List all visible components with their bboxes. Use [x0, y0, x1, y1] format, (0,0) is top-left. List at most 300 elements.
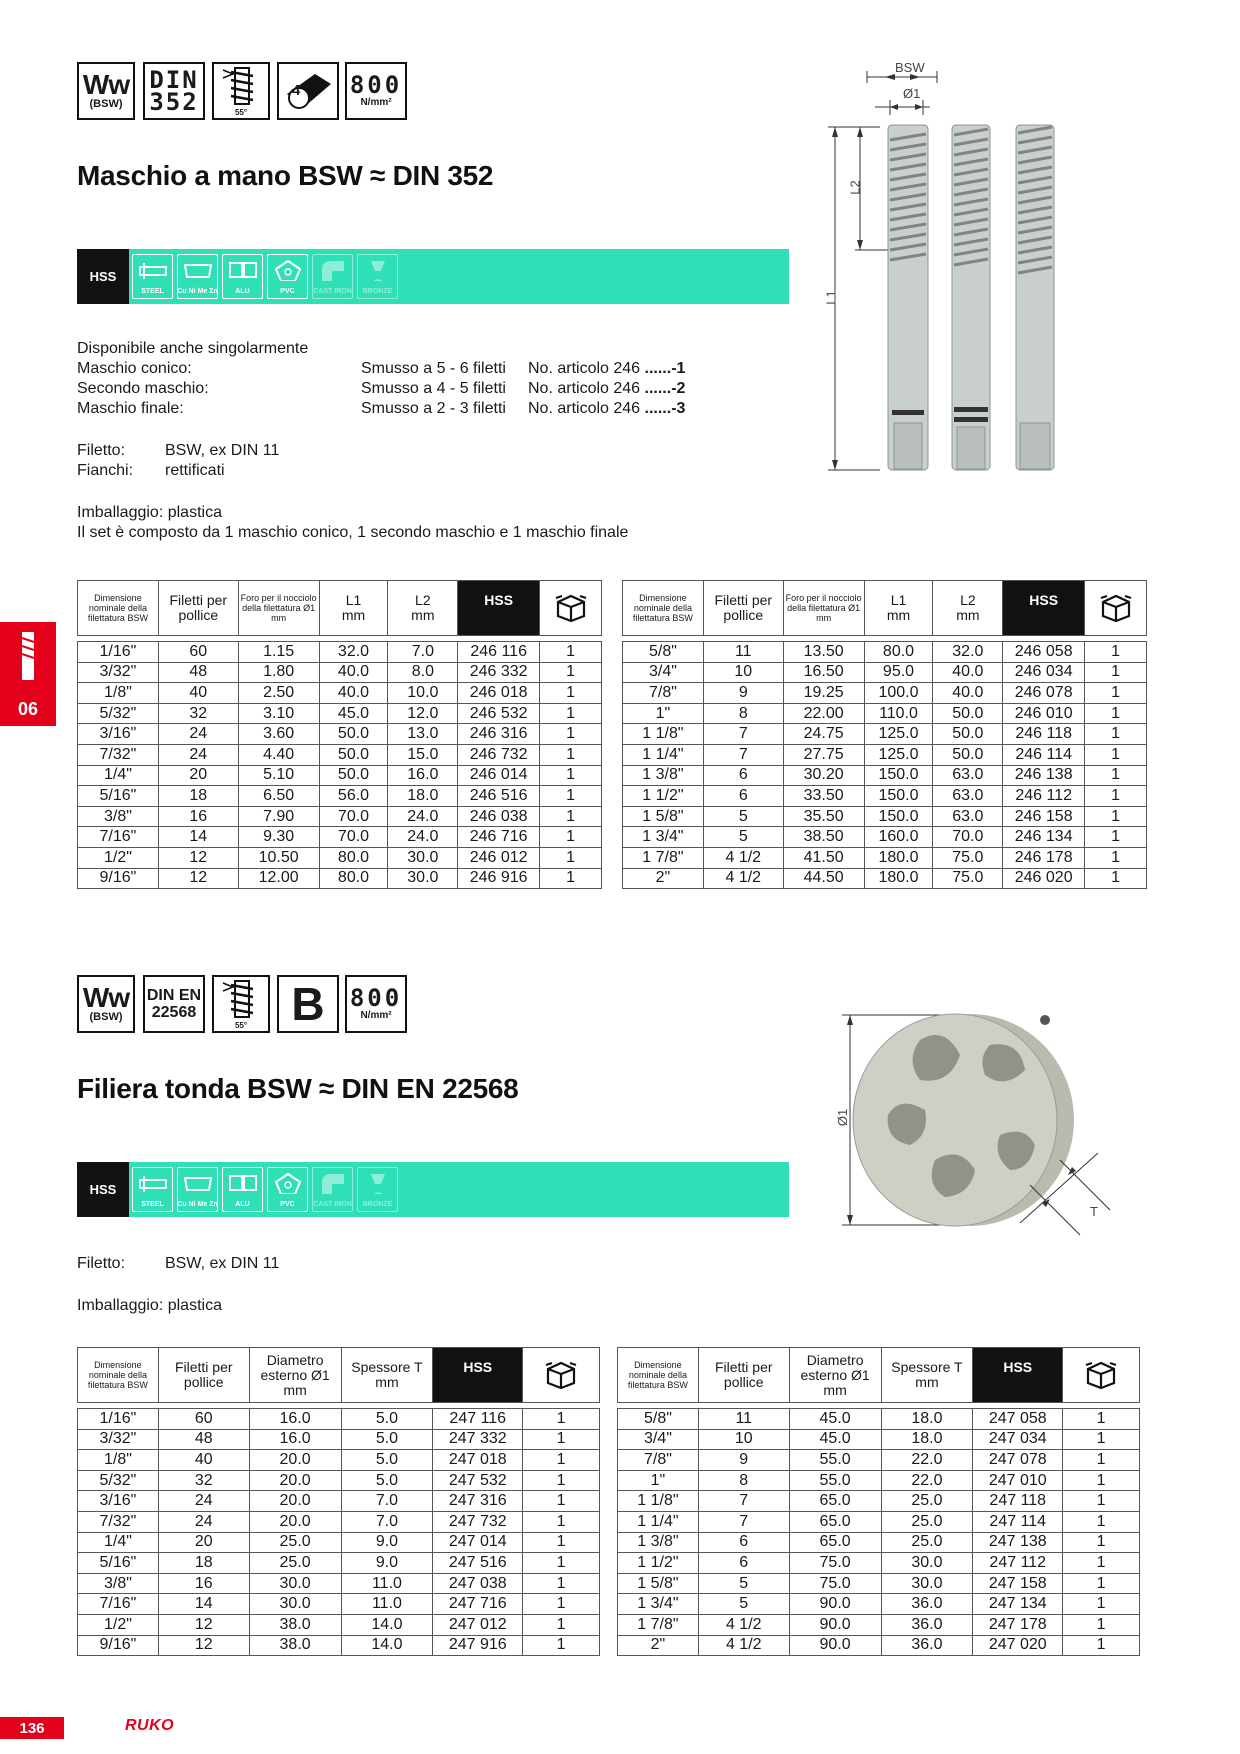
table-cell: 18 [158, 786, 238, 807]
table-cell: 1 1/2" [618, 1553, 699, 1574]
table-cell: 1 [523, 1553, 600, 1574]
table-cell: 246 716 [458, 827, 540, 848]
strength-value: 800 [349, 984, 403, 1012]
col-thickness: Spessore T mm [341, 1348, 433, 1403]
table-cell: 22.00 [783, 703, 864, 724]
set-note: Il set è composto da 1 maschio conico, 1 secondo maschio e 1 maschio finale [77, 524, 629, 541]
table-row [78, 703, 602, 724]
table-row [623, 744, 1147, 765]
col-nominal: Dimensione nominale della filettatura BSW [78, 581, 159, 636]
table-cell: 246 020 [1003, 868, 1085, 889]
table-cell: 5/8" [623, 642, 704, 663]
table-cell: 12 [158, 1614, 249, 1635]
form-number: 4 [292, 82, 301, 99]
col-l1: L1 mm [864, 581, 933, 636]
table-cell: 1/2" [78, 1614, 159, 1635]
tap3-chamfer: Smusso a 2 - 3 filetti [361, 400, 506, 417]
whitworth-badge [77, 975, 135, 1033]
table-row [618, 1511, 1140, 1532]
col-hss: HSS [1003, 581, 1085, 636]
table-cell: 1 1/4" [623, 744, 704, 765]
table-cell: 75.0 [789, 1553, 881, 1574]
table-cell: 1 7/8" [618, 1614, 699, 1635]
table-row [78, 765, 602, 786]
table-cell: 7/16" [78, 1594, 159, 1615]
package-icon [1099, 592, 1133, 622]
table-cell: 5/16" [78, 1553, 159, 1574]
table-cell: 70.0 [319, 806, 388, 827]
table-cell: 5 [698, 1573, 789, 1594]
table-cell: 50.0 [933, 703, 1003, 724]
table-cell: 6 [698, 1532, 789, 1553]
table-cell: 6 [703, 786, 783, 807]
table-cell: 22.0 [881, 1470, 973, 1491]
strength-badge [345, 975, 407, 1033]
table-cell: 247 058 [973, 1409, 1063, 1430]
copper-icon: Cu Ni Me Zn [177, 254, 218, 299]
col-hss: HSS [433, 1348, 523, 1403]
ww-sub-text: (BSW) [89, 1011, 123, 1023]
table-cell: 1 [523, 1635, 600, 1656]
table-cell: 1 [523, 1450, 600, 1471]
table-cell: 1 [1063, 1594, 1140, 1615]
table-cell: 7.0 [388, 642, 458, 663]
table-row [78, 744, 602, 765]
table-cell: 75.0 [933, 868, 1003, 889]
table-cell: 10.50 [238, 847, 319, 868]
strength-value: 800 [349, 71, 403, 99]
table-cell: 48 [158, 1429, 249, 1450]
taps-table-right [622, 580, 1147, 889]
table-cell: 12 [158, 868, 238, 889]
table-cell: 1 [1063, 1450, 1140, 1471]
table-cell: 7/16" [78, 827, 159, 848]
table-cell: 24 [158, 1491, 249, 1512]
table-cell: 1 1/8" [623, 724, 704, 745]
table-cell: 11 [703, 642, 783, 663]
table-cell: 60 [158, 1409, 249, 1430]
table-cell: 247 038 [433, 1573, 523, 1594]
table-cell: 1 5/8" [623, 806, 704, 827]
table-cell: 9.0 [341, 1553, 433, 1574]
table-cell: 30.0 [881, 1553, 973, 1574]
table-cell: 7.90 [238, 806, 319, 827]
table-row [78, 868, 602, 889]
table-cell: 1 [1063, 1614, 1140, 1635]
table-cell: 1 [1063, 1409, 1140, 1430]
table-cell: 5/16" [78, 786, 159, 807]
table-cell: 246 116 [458, 642, 540, 663]
package-icon [554, 592, 588, 622]
table-cell: 100.0 [864, 683, 933, 704]
table-cell: 4.40 [238, 744, 319, 765]
table-cell: 20.0 [249, 1450, 341, 1471]
table-row [78, 1491, 600, 1512]
thread-value: BSW, ex DIN 11 [165, 442, 280, 459]
table-cell: 20 [158, 765, 238, 786]
table-cell: 4 1/2 [698, 1614, 789, 1635]
table-cell: 1 7/8" [623, 847, 704, 868]
col-nominal: Dimensione nominale della filettatura BSW [618, 1348, 699, 1403]
table-cell: 6 [698, 1553, 789, 1574]
table-cell: 45.0 [319, 703, 388, 724]
table-cell: 24.75 [783, 724, 864, 745]
table-cell: 1 3/4" [618, 1594, 699, 1615]
table-cell: 1 [1085, 847, 1147, 868]
table-cell: 41.50 [783, 847, 864, 868]
table-row [78, 847, 602, 868]
table-cell: 3/4" [623, 662, 704, 683]
brand-logo: RUKO [125, 1717, 175, 1734]
diagram-l2-label: L2 [847, 180, 863, 195]
table-cell: 1 [1085, 806, 1147, 827]
table-cell: 1 [1085, 642, 1147, 663]
table-cell: 20.0 [249, 1511, 341, 1532]
steel-icon: STEEL [132, 1167, 173, 1212]
table-cell: 150.0 [864, 765, 933, 786]
table-cell: 2" [623, 868, 704, 889]
tap1-label: Maschio conico: [77, 360, 192, 377]
table-cell: 2" [618, 1635, 699, 1656]
table-cell: 246 038 [458, 806, 540, 827]
table-row [623, 806, 1147, 827]
table-row [618, 1450, 1140, 1471]
table-cell: 1 [1063, 1635, 1140, 1656]
table-cell: 3/32" [78, 1429, 159, 1450]
table-cell: 16.0 [249, 1409, 341, 1430]
table-cell: 14 [158, 1594, 249, 1615]
table-cell: 3.60 [238, 724, 319, 745]
table-cell: 1/16" [78, 642, 159, 663]
table-cell: 1 [1085, 703, 1147, 724]
table-row [618, 1470, 1140, 1491]
col-l1: L1 mm [319, 581, 388, 636]
table-cell: 9.0 [341, 1532, 433, 1553]
round-die-illustration [820, 985, 1120, 1245]
chapter-number: 06 [0, 692, 56, 726]
table-cell: 45.0 [789, 1409, 881, 1430]
din-line1: DIN EN [146, 987, 202, 1004]
table-cell: 247 078 [973, 1450, 1063, 1471]
table-cell: 40.0 [319, 662, 388, 683]
table-cell: 30.0 [249, 1573, 341, 1594]
table-cell: 125.0 [864, 744, 933, 765]
table-cell: 40.0 [933, 683, 1003, 704]
table-cell: 1 1/8" [618, 1491, 699, 1512]
table-cell: 5 [703, 827, 783, 848]
table-cell: 247 014 [433, 1532, 523, 1553]
table-cell: 14 [158, 827, 238, 848]
table-cell: 32 [158, 703, 238, 724]
table-cell: 10 [698, 1429, 789, 1450]
tap-icon [0, 622, 56, 694]
table-cell: 246 916 [458, 868, 540, 889]
table-cell: 3/32" [78, 662, 159, 683]
table-cell: 5/32" [78, 703, 159, 724]
whitworth-badge [77, 62, 135, 120]
table-cell: 56.0 [319, 786, 388, 807]
tap2-chamfer: Smusso a 4 - 5 filetti [361, 380, 506, 397]
table-cell: 246 118 [1003, 724, 1085, 745]
tap2-article: No. articolo 246 ......-2 [528, 380, 686, 397]
table-cell: 13.50 [783, 642, 864, 663]
table-cell: 5.0 [341, 1409, 433, 1430]
material-strip [77, 249, 789, 304]
table-cell: 1 [540, 786, 602, 807]
table-row [623, 662, 1147, 683]
table-cell: 1 [540, 765, 602, 786]
table-cell: 1 [540, 744, 602, 765]
table-row [78, 1470, 600, 1491]
table-cell: 6 [703, 765, 783, 786]
table-cell: 247 134 [973, 1594, 1063, 1615]
table-cell: 5 [703, 806, 783, 827]
table-row [78, 827, 602, 848]
table-cell: 18 [158, 1553, 249, 1574]
table-row [78, 662, 602, 683]
table-cell: 80.0 [319, 868, 388, 889]
table-cell: 8 [703, 703, 783, 724]
table-cell: 247 010 [973, 1470, 1063, 1491]
form-b-badge [277, 975, 339, 1033]
col-tpi: Filetti per pollice [158, 1348, 249, 1403]
table-cell: 1 [540, 724, 602, 745]
table-cell: 247 118 [973, 1491, 1063, 1512]
table-cell: 1 1/2" [623, 786, 704, 807]
table-cell: 55.0 [789, 1450, 881, 1471]
table-cell: 16.50 [783, 662, 864, 683]
table-cell: 7.0 [341, 1511, 433, 1532]
table-cell: 4 1/2 [703, 868, 783, 889]
thread-label: Filetto: [77, 1255, 126, 1272]
table-cell: 1/8" [78, 683, 159, 704]
table-cell: 10.0 [388, 683, 458, 704]
table-row [618, 1532, 1140, 1553]
table-cell: 25.0 [249, 1553, 341, 1574]
table-cell: 247 532 [433, 1470, 523, 1491]
table-cell: 247 112 [973, 1553, 1063, 1574]
table-cell: 18.0 [881, 1409, 973, 1430]
table-cell: 40.0 [319, 683, 388, 704]
table-row [618, 1491, 1140, 1512]
col-tpi: Filetti per pollice [158, 581, 238, 636]
table-cell: 7 [698, 1511, 789, 1532]
table-cell: 1" [618, 1470, 699, 1491]
table-row [618, 1594, 1140, 1615]
table-cell: 1 [1085, 827, 1147, 848]
table-cell: 1 [540, 703, 602, 724]
col-nominal: Dimensione nominale della filettatura BSW [623, 581, 704, 636]
table-row [78, 786, 602, 807]
table-cell: 1 [523, 1614, 600, 1635]
table-cell: 70.0 [319, 827, 388, 848]
table-cell: 16.0 [249, 1429, 341, 1450]
col-outer: Diametro esterno Ø1 mm [789, 1348, 881, 1403]
table-cell: 1 [1085, 868, 1147, 889]
table-cell: 246 012 [458, 847, 540, 868]
table-cell: 125.0 [864, 724, 933, 745]
table-cell: 16.0 [388, 765, 458, 786]
thread-angle-badge [212, 975, 270, 1033]
packaging-note: Imballaggio: plastica [77, 504, 222, 521]
table-cell: 247 012 [433, 1614, 523, 1635]
copper-icon: Cu Ni Me Zn [177, 1167, 218, 1212]
dies-table-left [77, 1347, 600, 1656]
table-cell: 1 [523, 1409, 600, 1430]
table-cell: 95.0 [864, 662, 933, 683]
table-cell: 80.0 [864, 642, 933, 663]
col-tpi: Filetti per pollice [703, 581, 783, 636]
table-cell: 36.0 [881, 1594, 973, 1615]
table-cell: 24 [158, 1511, 249, 1532]
diagram-d1-label: Ø1 [903, 86, 921, 101]
table-cell: 50.0 [933, 744, 1003, 765]
table-cell: 1 [1063, 1491, 1140, 1512]
table-cell: 10 [703, 662, 783, 683]
table-cell: 13.0 [388, 724, 458, 745]
table-cell: 5/8" [618, 1409, 699, 1430]
table-cell: 1 [540, 806, 602, 827]
table-cell: 4 1/2 [703, 847, 783, 868]
table-row [618, 1573, 1140, 1594]
diagram-d1-label: Ø1 [835, 1108, 851, 1127]
tap2-label: Secondo maschio: [77, 380, 209, 397]
strength-unit: N/mm² [360, 97, 392, 108]
table-cell: 7/32" [78, 1511, 159, 1532]
table-cell: 1 [1063, 1429, 1140, 1450]
table-cell: 247 114 [973, 1511, 1063, 1532]
tap3-label: Maschio finale: [77, 400, 184, 417]
table-cell: 246 114 [1003, 744, 1085, 765]
table-cell: 246 058 [1003, 642, 1085, 663]
table-cell: 1.80 [238, 662, 319, 683]
table-cell: 7/32" [78, 744, 159, 765]
availability-note: Disponibile anche singolarmente [77, 340, 309, 357]
table-row [78, 1635, 600, 1656]
table-cell: 1 [1085, 662, 1147, 683]
table-row [78, 1409, 600, 1430]
table-cell: 247 158 [973, 1573, 1063, 1594]
table-cell: 246 010 [1003, 703, 1085, 724]
table-cell: 27.75 [783, 744, 864, 765]
thread-profile-icon [221, 66, 261, 108]
table-cell: 246 158 [1003, 806, 1085, 827]
table-cell: 12.0 [388, 703, 458, 724]
table-row [623, 786, 1147, 807]
table-cell: 1 [540, 662, 602, 683]
table-cell: 247 332 [433, 1429, 523, 1450]
ww-text: Ww [82, 69, 130, 100]
table-cell: 1 [523, 1429, 600, 1450]
table-cell: 1 [1063, 1553, 1140, 1574]
table-cell: 30.20 [783, 765, 864, 786]
table-cell: 246 034 [1003, 662, 1085, 683]
table-cell: 3/4" [618, 1429, 699, 1450]
table-cell: 3/8" [78, 806, 159, 827]
table-cell: 63.0 [933, 765, 1003, 786]
table-cell: 7/8" [618, 1450, 699, 1471]
table-row [618, 1409, 1140, 1430]
table-row [78, 1532, 600, 1553]
bronze-icon: BRONZE [357, 1167, 398, 1212]
table-cell: 247 018 [433, 1450, 523, 1471]
col-pack [523, 1348, 600, 1403]
table-row [78, 1553, 600, 1574]
col-core: Foro per il nocciolo della filettatura Ø1 mm [783, 581, 864, 636]
table-cell: 1 1/4" [618, 1511, 699, 1532]
table-cell: 5.10 [238, 765, 319, 786]
table-row [623, 703, 1147, 724]
table-row [78, 1594, 600, 1615]
col-core: Foro per il nocciolo della filettatura Ø1 mm [238, 581, 319, 636]
table-cell: 14.0 [341, 1635, 433, 1656]
table-cell: 32 [158, 1470, 249, 1491]
tap-form-icon [281, 68, 335, 114]
table-cell: 12 [158, 1635, 249, 1656]
din-line2: 352 [149, 88, 199, 116]
table-cell: 9.30 [238, 827, 319, 848]
table-cell: 22.0 [881, 1450, 973, 1471]
table-cell: 246 018 [458, 683, 540, 704]
table-row [78, 806, 602, 827]
table-row [78, 1573, 600, 1594]
col-pack [1085, 581, 1147, 636]
table-cell: 246 138 [1003, 765, 1085, 786]
table-cell: 60 [158, 642, 238, 663]
table-cell: 1 [1063, 1511, 1140, 1532]
table-cell: 7.0 [341, 1491, 433, 1512]
table-cell: 180.0 [864, 868, 933, 889]
table-cell: 45.0 [789, 1429, 881, 1450]
col-l2: L2 mm [388, 581, 458, 636]
chamfer-form-badge [277, 62, 339, 120]
ww-sub-text: (BSW) [89, 98, 123, 110]
table-cell: 75.0 [789, 1573, 881, 1594]
table-cell: 20 [158, 1532, 249, 1553]
table-row [78, 1614, 600, 1635]
table-cell: 8.0 [388, 662, 458, 683]
table-cell: 246 516 [458, 786, 540, 807]
table-cell: 50.0 [933, 724, 1003, 745]
table-cell: 150.0 [864, 806, 933, 827]
table-cell: 1 [523, 1511, 600, 1532]
package-icon [1084, 1359, 1118, 1389]
din-line1: DIN [149, 66, 199, 94]
table-cell: 5/32" [78, 1470, 159, 1491]
table-cell: 30.0 [249, 1594, 341, 1615]
table-row [623, 868, 1147, 889]
tap1-chamfer: Smusso a 5 - 6 filetti [361, 360, 506, 377]
table-cell: 9/16" [78, 868, 159, 889]
table-row [623, 847, 1147, 868]
angle-text: 55° [234, 108, 248, 117]
table-cell: 30.0 [388, 868, 458, 889]
table-cell: 50.0 [319, 744, 388, 765]
table-cell: 1/4" [78, 1532, 159, 1553]
hss-label: HSS [77, 249, 129, 304]
steel-icon: STEEL [132, 254, 173, 299]
table-cell: 35.50 [783, 806, 864, 827]
table-cell: 32.0 [933, 642, 1003, 663]
table-cell: 11 [698, 1409, 789, 1430]
flanks-value: rettificati [165, 462, 225, 479]
table-cell: 246 532 [458, 703, 540, 724]
table-cell: 1 [540, 827, 602, 848]
din-en-badge [143, 975, 205, 1033]
table-cell: 1 3/8" [618, 1532, 699, 1553]
table-cell: 247 116 [433, 1409, 523, 1430]
cast-iron-icon: CAST IRON [312, 254, 353, 299]
